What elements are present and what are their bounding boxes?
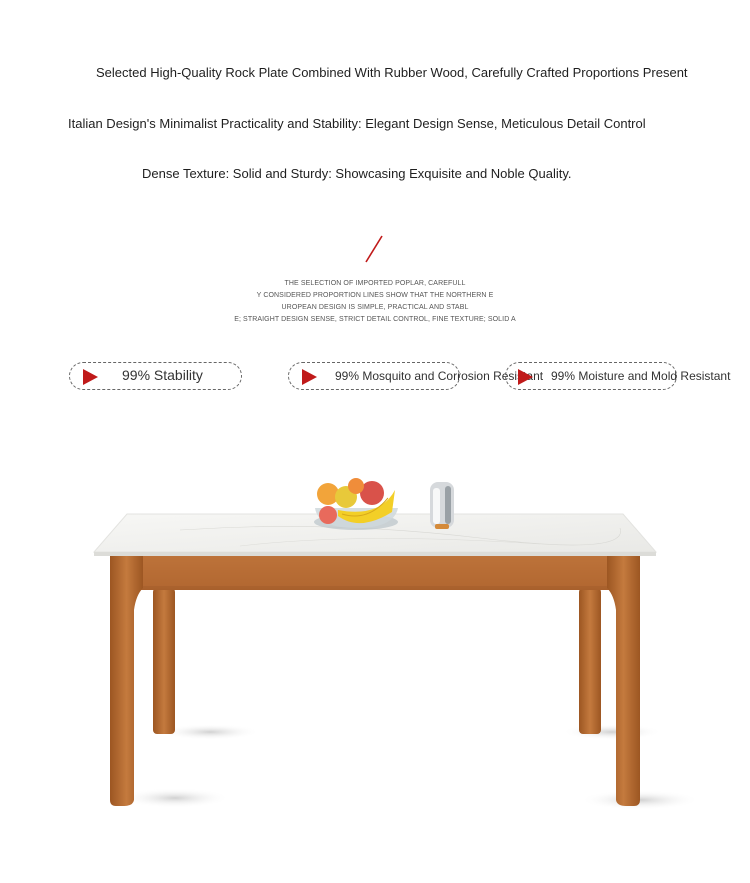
play-triangle-icon: [302, 369, 317, 385]
intro-line-1: Selected High-Quality Rock Plate Combined With Rubber Wood, Carefully Crafted Proportions Present: [96, 65, 688, 80]
feature-label: 99% Stability: [122, 367, 203, 383]
english-line: Y CONSIDERED PROPORTION LINES SHOW THAT THE NORTHERN E: [256, 292, 494, 299]
feature-label: 99% Mosquito and Corrosion Resistant: [335, 369, 544, 383]
intro-line-2: Italian Design's Minimalist Practicality and Stability: Elegant Design Sense, Meticulous Detail Control: [68, 116, 646, 131]
play-triangle-icon: [518, 369, 533, 385]
english-line: E; STRAIGHT DESIGN SENSE, STRICT DETAIL CONTROL, FINE TEXTURE; SOLID A: [234, 316, 516, 323]
slash-divider-icon: [362, 234, 386, 266]
dining-table-image: [0, 470, 750, 870]
english-description: [0, 278, 750, 326]
english-line: UROPEAN DESIGN IS SIMPLE, PRACTICAL AND STABL: [281, 304, 469, 311]
english-line: THE SELECTION OF IMPORTED POPLAR, CAREFULL: [284, 280, 466, 287]
feature-mosquito-corrosion: [288, 362, 544, 390]
shadow: [120, 788, 230, 808]
intro-line-3: Dense Texture: Solid and Sturdy: Showcasing Exquisite and Noble Quality.: [142, 166, 572, 181]
feature-moisture-mold: [505, 362, 731, 390]
feature-stability: [69, 362, 242, 390]
shadow: [562, 724, 662, 740]
play-triangle-icon: [83, 369, 98, 385]
feature-label: 99% Moisture and Mold Resistant: [551, 369, 731, 383]
